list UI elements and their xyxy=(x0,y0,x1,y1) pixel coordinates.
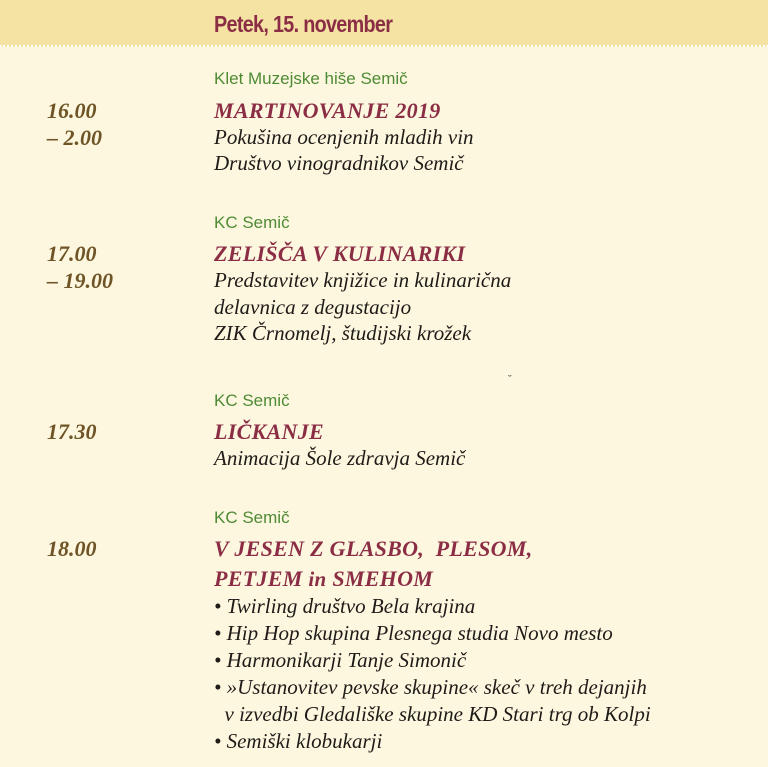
date-heading: Petek, 15. november xyxy=(214,11,393,37)
title-part-in: in xyxy=(308,567,327,591)
event-time-start: 17.00 xyxy=(47,241,97,266)
event-venue: KC Semič xyxy=(214,508,290,527)
event-venue: Klet Muzejske hiše Semič xyxy=(214,69,408,88)
event-venue: KC Semič xyxy=(214,213,290,232)
event-detail-line: Pokušina ocenjenih mladih vin xyxy=(214,125,474,149)
event-detail-line: delavnica z degustacijo xyxy=(214,295,412,319)
performer-list-item: v izvedbi Gledališke skupine KD Stari trg ob Kolpi xyxy=(214,702,651,726)
event-detail-line: Predstavitev knjižice in kulinarična xyxy=(214,268,512,292)
performer-list-item: • »Ustanovitev pevske skupine« skeč v treh dejanjih xyxy=(214,675,647,699)
stray-caron-mark: ˇ xyxy=(508,374,512,386)
date-header-bar xyxy=(0,0,768,47)
event-time-start: 18.00 xyxy=(47,536,97,561)
event-title-line-2 xyxy=(214,566,433,592)
performer-list-item: • Hip Hop skupina Plesnega studia Novo mesto xyxy=(214,621,613,645)
performer-list-item: • Semiški klobukarji xyxy=(214,729,383,753)
event-time-end: – 19.00 xyxy=(47,268,113,293)
event-time-end: – 2.00 xyxy=(47,125,102,150)
performer-list-item: • Harmonikarji Tanje Simonič xyxy=(214,648,467,672)
title-part: SMEHOM xyxy=(326,566,434,591)
event-time-start: 17.30 xyxy=(47,419,97,444)
event-time-start: 16.00 xyxy=(47,98,97,123)
event-detail-line: ZIK Črnomelj, študijski krožek xyxy=(214,321,472,345)
event-title: LIČKANJE xyxy=(214,419,324,444)
event-detail-line: Animacija Šole zdravja Semič xyxy=(214,446,466,470)
event-venue: KC Semič xyxy=(214,391,290,410)
event-title-line-1: V JESEN Z GLASBO, PLESOM, xyxy=(214,536,533,561)
performer-list-item: • Twirling društvo Bela krajina xyxy=(214,594,476,618)
event-detail-line: Društvo vinogradnikov Semič xyxy=(214,151,464,175)
event-title: MARTINOVANJE 2019 xyxy=(214,98,441,123)
event-title: ZELIŠČA V KULINARIKI xyxy=(214,241,466,266)
title-part: PETJEM xyxy=(214,566,309,591)
